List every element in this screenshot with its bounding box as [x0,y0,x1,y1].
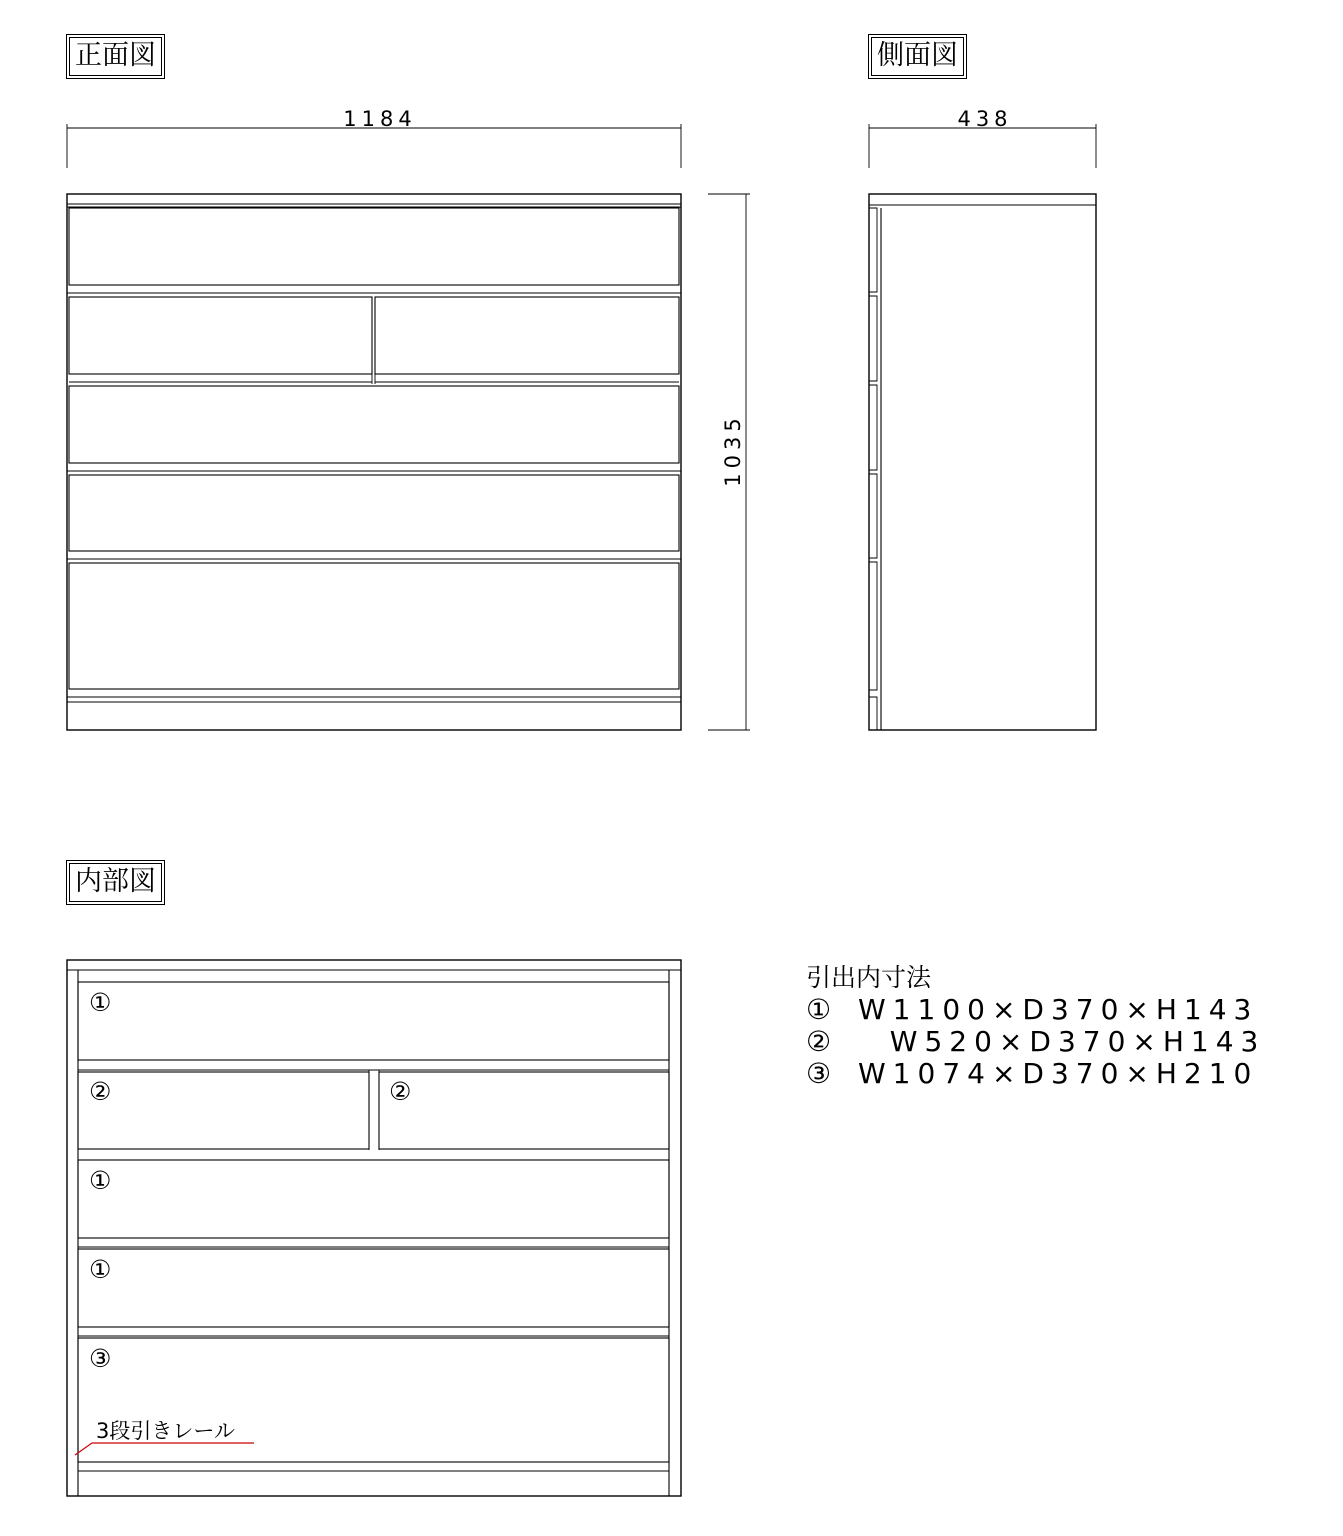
interior-drawer-1-label: ① [89,988,112,1017]
spec-row-1-value: W1100×D370×H143 [858,993,1259,1026]
front-height-dimension [708,194,750,730]
spec-row-3-value: W1074×D370×H210 [858,1057,1259,1090]
interior-drawer-2-right-label: ② [389,1077,412,1106]
spec-row-3-mark: ③ [806,1057,832,1090]
spec-row-2-value: W520×D370×H143 [858,1025,1266,1058]
front-view [67,107,750,730]
front-drawer-3 [69,386,679,463]
front-drawer-2-right [375,297,679,374]
front-view-title-text: 正面図 [69,37,162,76]
spec-title: 引出内寸法 [806,963,932,992]
side-depth-label: 438 [957,107,1013,131]
drawer-inner-dimensions [806,962,1265,1090]
rail-annotation [75,1419,254,1455]
spec-row-3 [806,1058,1265,1090]
front-cabinet [67,194,681,730]
interior-drawer-2-right [379,1072,669,1149]
front-width-label: 1184 [343,107,417,131]
side-cabinet [869,194,1096,730]
interior-view [67,960,681,1496]
interior-drawer-2-left [78,1072,369,1149]
interior-drawer-3 [78,1160,669,1238]
spec-row-1 [806,994,1265,1026]
spec-row-2-mark: ② [806,1025,832,1058]
side-depth-dimension [869,107,1096,168]
front-drawer-5 [69,563,679,689]
side-view [869,107,1096,730]
front-drawer-1 [69,208,679,285]
front-width-dimension [67,107,681,168]
front-height-label: 1035 [721,413,745,487]
interior-drawer-4 [78,1249,669,1327]
interior-drawer-5-label: ③ [89,1344,112,1373]
side-view-title-text: 側面図 [871,37,964,76]
spec-row-1-mark: ① [806,993,832,1026]
interior-drawer-4-label: ① [89,1255,112,1284]
interior-drawer-2-left-label: ② [89,1077,112,1106]
interior-drawer-3-label: ① [89,1166,112,1195]
interior-drawer-1 [78,982,669,1060]
front-drawer-2-left [69,297,372,374]
interior-view-title-text: 内部図 [69,863,162,902]
rail-annotation-text: 3段引きレール [96,1419,235,1443]
spec-row-2 [806,1026,1265,1058]
front-drawer-4 [69,475,679,551]
